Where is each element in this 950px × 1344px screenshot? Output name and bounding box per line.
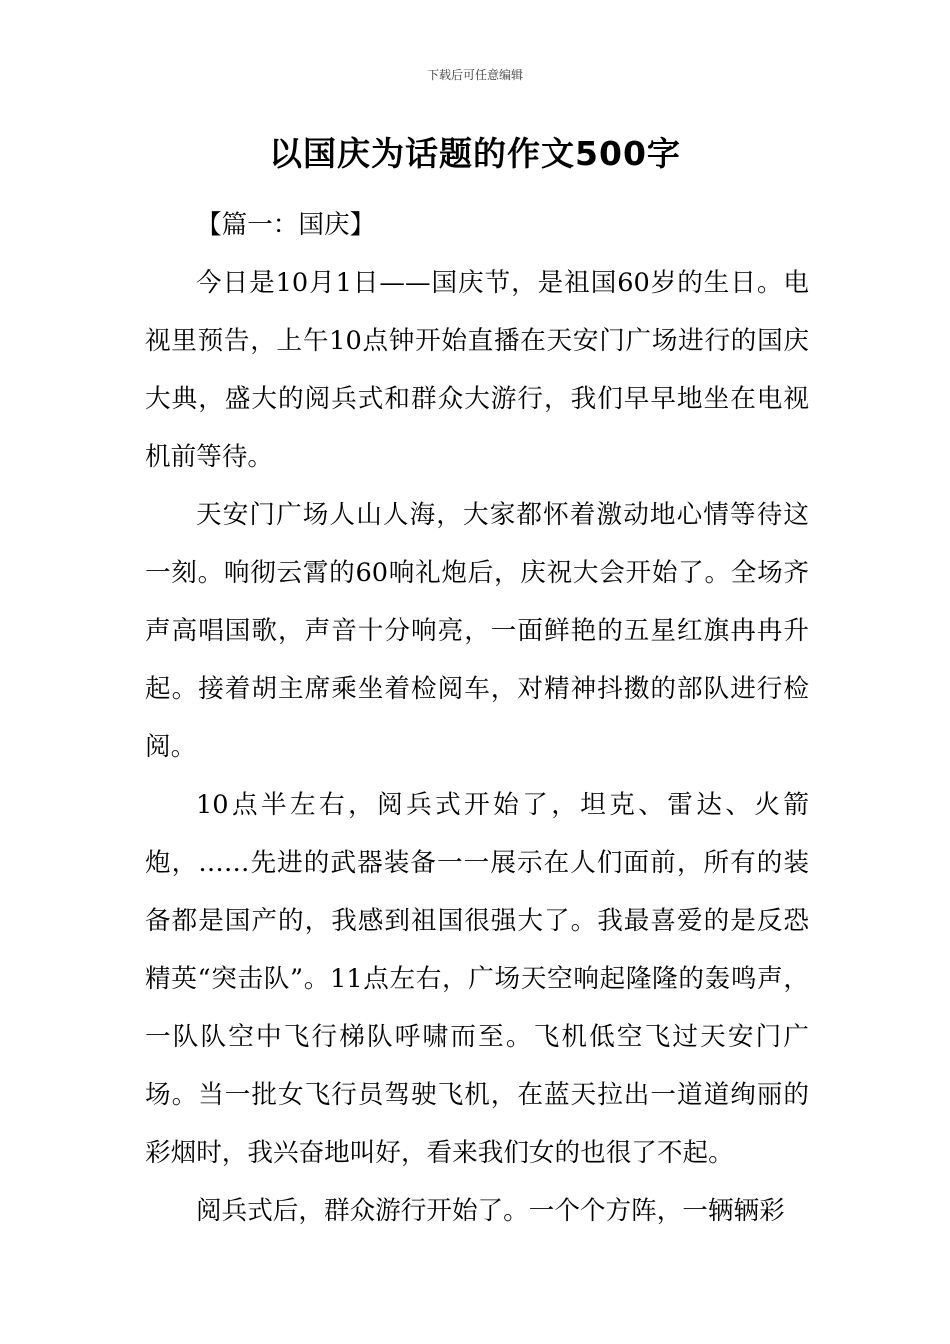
paragraph: 今日是10月1日——国庆节，是祖国60岁的生日。电视里预告，上午10点钟开始直播在天安门广场进行的国庆大典，盛大的阅兵式和群众大游行，我们早早地坐在电视机前等待。 [145, 268, 809, 472]
header-note: 下载后可任意编辑 [426, 68, 523, 82]
document-title: 以国庆为话题的作文500字 [269, 134, 681, 173]
paragraph: 10点半左右，阅兵式开始了，坦克、雷达、火箭炮，……先进的武器装备一一展示在人们面前，所有的装备都是国产的，我感到祖国很强大了。我最喜爱的是反恐精英“突击队”。11点左右，广场天空响起隆隆的轰鸣声，一队队空中飞行梯队呼啸而至。飞机低空飞过天安门广场。当一批女飞行员驾驶飞机，在蓝天拉出一道道绚丽的彩烟时，我兴奋地叫好，看来我们女的也很了不起。 [145, 790, 809, 1168]
paragraph: 阅兵式后，群众游行开始了。一个个方阵，一辆辆彩 [196, 1196, 785, 1226]
paragraph: 天安门广场人山人海，大家都怀着激动地心情等待这一刻。响彻云霄的60响礼炮后，庆祝大会开始了。全场齐声高唱国歌，声音十分响亮，一面鲜艳的五星红旗冉冉升起。接着胡主席乘坐着检阅车，对精神抖擞的部队进行检阅。 [145, 500, 809, 762]
section-heading: 【篇一：国庆】 [196, 210, 376, 240]
article-body [145, 196, 809, 1240]
